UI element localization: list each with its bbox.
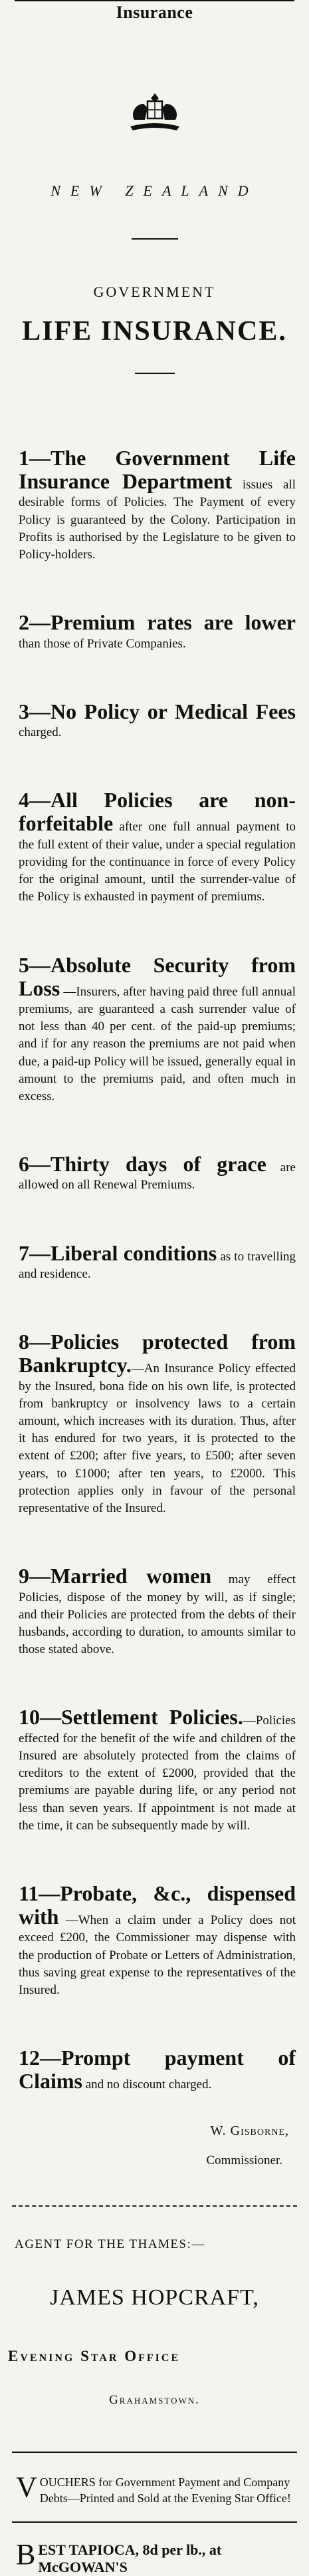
- list-item: [19, 954, 296, 1106]
- item-text: —When a claim under a Policy does not exceed £200, the Commissioner may dispense with the production of Probate or Letters of Administration, thus saving great expense to the representatives of the Insured.: [19, 1913, 296, 1998]
- item-heading: 6—Thirty days of grace: [19, 1152, 266, 1177]
- item-heading: 8—Policies protected from Bankruptcy.: [19, 1330, 296, 1378]
- list-item: [19, 1242, 296, 1283]
- item-heading: 7—Liberal conditions: [19, 1240, 217, 1265]
- item-text: issues all desirable forms of Policies. The Payment of every Policy is guaranteed by the Colony. Participation in Profits is authorised by the Legislature to be given to Policy-holders.: [19, 478, 296, 562]
- item-heading: 10—Settlement Policies.: [19, 1705, 243, 1730]
- item-heading: 4—All Policies are non-forfeitable: [19, 788, 296, 836]
- item-text: charged.: [19, 725, 62, 739]
- list-item: [19, 447, 296, 564]
- drop-cap: B: [16, 2537, 36, 2571]
- list-item: [19, 1565, 296, 1658]
- agent-name: JAMES HOPCRAFT,: [50, 2285, 259, 2310]
- item-text: than those of Private Companies.: [19, 636, 186, 651]
- ad-text: OUCHERS for Government Payment and Company Debts—Printed and Sold at the Evening Star Office!: [39, 2475, 291, 2505]
- ad-text: EST TAPIOCA, 8d per lb., at McGOWAN'S: [38, 2541, 222, 2576]
- item-heading: 5—Absolute Security from Loss: [19, 952, 296, 1000]
- tiny-rule: [135, 373, 175, 374]
- top-rule: [15, 0, 294, 1]
- list-item: [19, 2047, 296, 2094]
- short-rule: [132, 238, 178, 240]
- list-item: [19, 1706, 296, 1835]
- agent-office: Evening Star Office: [8, 2347, 181, 2364]
- agent-label: AGENT FOR THE THAMES:—: [15, 2237, 205, 2251]
- list-item: [19, 701, 296, 741]
- list-item: [19, 1153, 296, 1194]
- item-heading: 2—Premium rates are lower: [19, 610, 296, 635]
- drop-cap: V: [16, 2470, 37, 2503]
- item-text: —An Insurance Policy effected by the Insured, bona fide on his own life, is protected from bankruptcy or insolvency laws to a certain amount, which increases with its duration. Thus, after it has endured for two years, it is protected to the extent of £200; after five years, to £500; after seven years, to £1000; after ten years, to £2000. This protection applies only in favour of the personal representative of the Insured.: [19, 1362, 296, 1516]
- item-text: may effect Policies, dispose of the money by will, as if single; and their Policies are protected from the debts of their husbands, according to duration, to amounts similar to those stated above.: [19, 1572, 296, 1657]
- benefits-list: [0, 447, 309, 2094]
- list-item: [19, 789, 296, 906]
- item-heading: 12—Prompt payment of Claims: [19, 2046, 296, 2094]
- item-text: after one full annual payment to the full extent of their value, under a special regulation providing for the continuance in force of every Policy for the original amount, until the surrender-value of the Policy is exhausted in payment of premiums.: [19, 820, 296, 904]
- item-text: are allowed on all Renewal Premiums.: [19, 1161, 296, 1193]
- item-text: —Insurers, after having paid three full annual premiums, are guaranteed a cash surrender value of not less than 40 per cent. of the paid-up premiums; and if for any reason the premiums are not paid when due, a paid-up Policy will be issued, generally equal in amount to the premiums paid, and often much in excess.: [19, 984, 296, 1104]
- signature-role: Commissioner.: [206, 2153, 282, 2167]
- item-text: as to travelling and residence.: [19, 1249, 296, 1281]
- item-heading: 11—Probate, &c., dispensed with: [19, 1881, 296, 1929]
- item-heading: 3—No Policy or Medical Fees: [19, 699, 296, 723]
- list-item: [19, 1883, 296, 1999]
- item-text: —Policies effected for the benefit of the wife and children of the Insured are absolutely protected from the claims of creditors to the extent of £2000, provided that the premiums are payable during life, or any period not less than seven years. If appointment is not made at the time, it can be subsequently made by will.: [19, 1714, 296, 1833]
- list-item: [19, 1331, 296, 1517]
- section-divider: [12, 2521, 297, 2523]
- section-divider: [12, 2452, 297, 2453]
- section-heading: Insurance: [116, 3, 193, 22]
- item-heading: 9—Married women: [19, 1564, 212, 1588]
- country-name: NEW ZEALAND: [51, 182, 258, 199]
- tapioca-ad: [16, 2537, 297, 2576]
- item-text: and no discount charged.: [82, 2078, 212, 2092]
- dotted-divider: [12, 2205, 297, 2207]
- agent-town: Grahamstown.: [109, 2392, 200, 2407]
- ad-title: LIFE INSURANCE.: [22, 316, 287, 347]
- signature-name: W. Gisborne,: [210, 2123, 289, 2138]
- list-item: [19, 612, 296, 652]
- item-heading: 1—The Government Life Insurance Department: [19, 446, 296, 494]
- government-label: GOVERNMENT: [93, 283, 216, 300]
- vouchers-ad: [16, 2470, 297, 2507]
- royal-coat-of-arms-icon: [118, 89, 191, 136]
